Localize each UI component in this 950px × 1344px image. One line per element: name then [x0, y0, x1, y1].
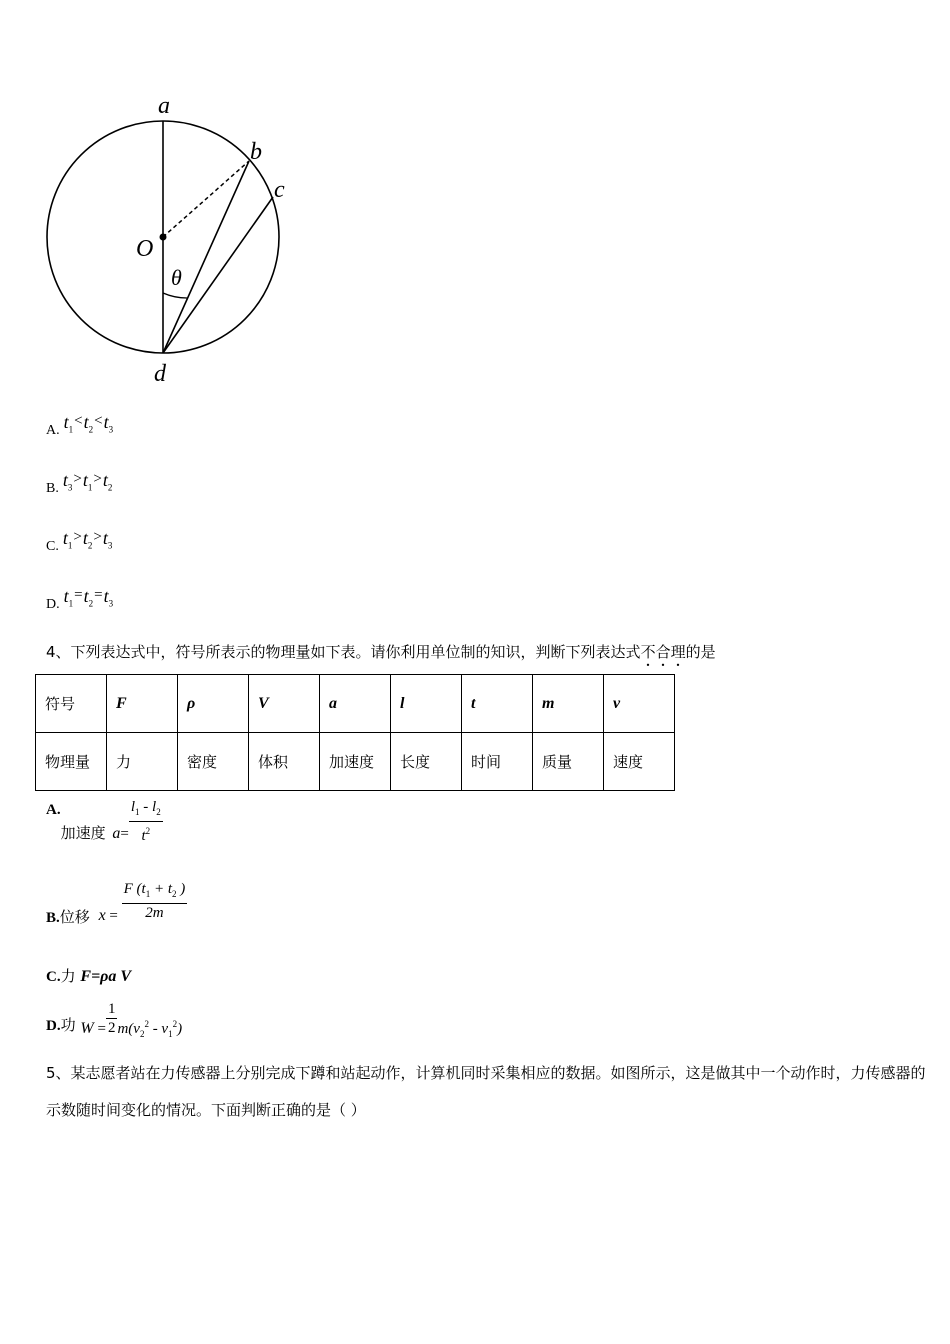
option-q4-a[interactable]: [46, 798, 163, 845]
option-text: 功: [60, 1016, 76, 1034]
option-q4-b[interactable]: [46, 880, 187, 926]
table-cell: 时间: [462, 733, 533, 791]
table-cell: 力: [107, 733, 178, 791]
symbol-table: [35, 674, 675, 791]
table-cell: 速度: [604, 733, 675, 791]
table-row-quantities: [36, 733, 675, 791]
table-cell: t: [462, 675, 533, 733]
option-label: B.: [46, 481, 59, 496]
option-label: C.: [46, 539, 59, 554]
option-q3-b[interactable]: [46, 470, 113, 496]
table-row-symbols: [36, 675, 675, 733]
label-a: a: [158, 93, 170, 119]
option-q4-d[interactable]: [46, 1000, 182, 1037]
question-4-stem: [46, 642, 716, 670]
option-expression: $t_1<t_2<t_3$: [63, 412, 114, 435]
radius-ob-dashed: [163, 161, 249, 237]
option-text: 位移: [59, 908, 90, 926]
label-o: O: [136, 236, 154, 262]
label-b: b: [250, 139, 262, 165]
label-d: d: [154, 361, 166, 387]
table-cell: l: [391, 675, 462, 733]
table-cell: 加速度: [320, 733, 391, 791]
option-expression: $t_1=t_2=t_3$: [63, 586, 114, 609]
formula-a: a= $\frac{l_1 - l_2}{t^2}$: [112, 799, 161, 844]
option-label: A.: [46, 423, 60, 438]
table-cell: 质量: [533, 733, 604, 791]
option-q3-d[interactable]: [46, 586, 114, 612]
question-5-stem: 5、某志愿者站在力传感器上分别完成下蹲和站起动作，计算机同时采集相应的数据。如图所示，这是做其中一个动作时，力传感器的示数随时间变化的情况。下面判断正确的是（ ）: [46, 1064, 926, 1119]
table-cell: m: [533, 675, 604, 733]
table-cell: V: [249, 675, 320, 733]
stem-emphasis: 不合理: [640, 643, 686, 661]
table-cell: F: [107, 675, 178, 733]
formula-c: F=ρa V: [80, 968, 132, 985]
table-cell: a: [320, 675, 391, 733]
center-dot: [160, 234, 167, 241]
stem-text-end: 的是: [685, 643, 716, 661]
option-label: D.: [46, 597, 60, 612]
label-theta: θ: [171, 265, 182, 290]
option-q3-a[interactable]: [46, 412, 114, 438]
option-label: B.: [46, 910, 60, 926]
circle-diagram: [30, 85, 310, 395]
table-cell: 物理量: [36, 733, 107, 791]
option-q4-c[interactable]: [46, 965, 131, 986]
table-cell: 密度: [178, 733, 249, 791]
option-label: C.: [46, 969, 61, 985]
option-q3-c[interactable]: [46, 528, 113, 554]
table-cell: 体积: [249, 733, 320, 791]
angle-arc: [163, 293, 187, 298]
table-cell: 长度: [391, 733, 462, 791]
table-cell: v: [604, 675, 675, 733]
stem-text: 4、下列表达式中，符号所表示的物理量如下表。请你利用单位制的知识，判断下列表达式: [46, 643, 641, 661]
table-cell: ρ: [178, 675, 249, 733]
formula-b: x = $\frac{F (t_1 + t_2 )}{2m}$: [98, 881, 186, 924]
option-expression: $t_1>t_2>t_3$: [62, 528, 113, 551]
option-label: A.: [46, 802, 61, 818]
table-cell: 符号: [36, 675, 107, 733]
label-c: c: [274, 177, 285, 203]
option-text: 加速度: [60, 824, 106, 842]
chord-db: [163, 161, 249, 353]
option-label: D.: [46, 1018, 61, 1034]
option-text: 力: [60, 967, 76, 985]
option-expression: $t_3>t_1>t_2$: [62, 470, 113, 493]
formula-d: W = $\frac{1}{2}$ $m(v_2^2 - v_1^2)$: [80, 1001, 183, 1039]
